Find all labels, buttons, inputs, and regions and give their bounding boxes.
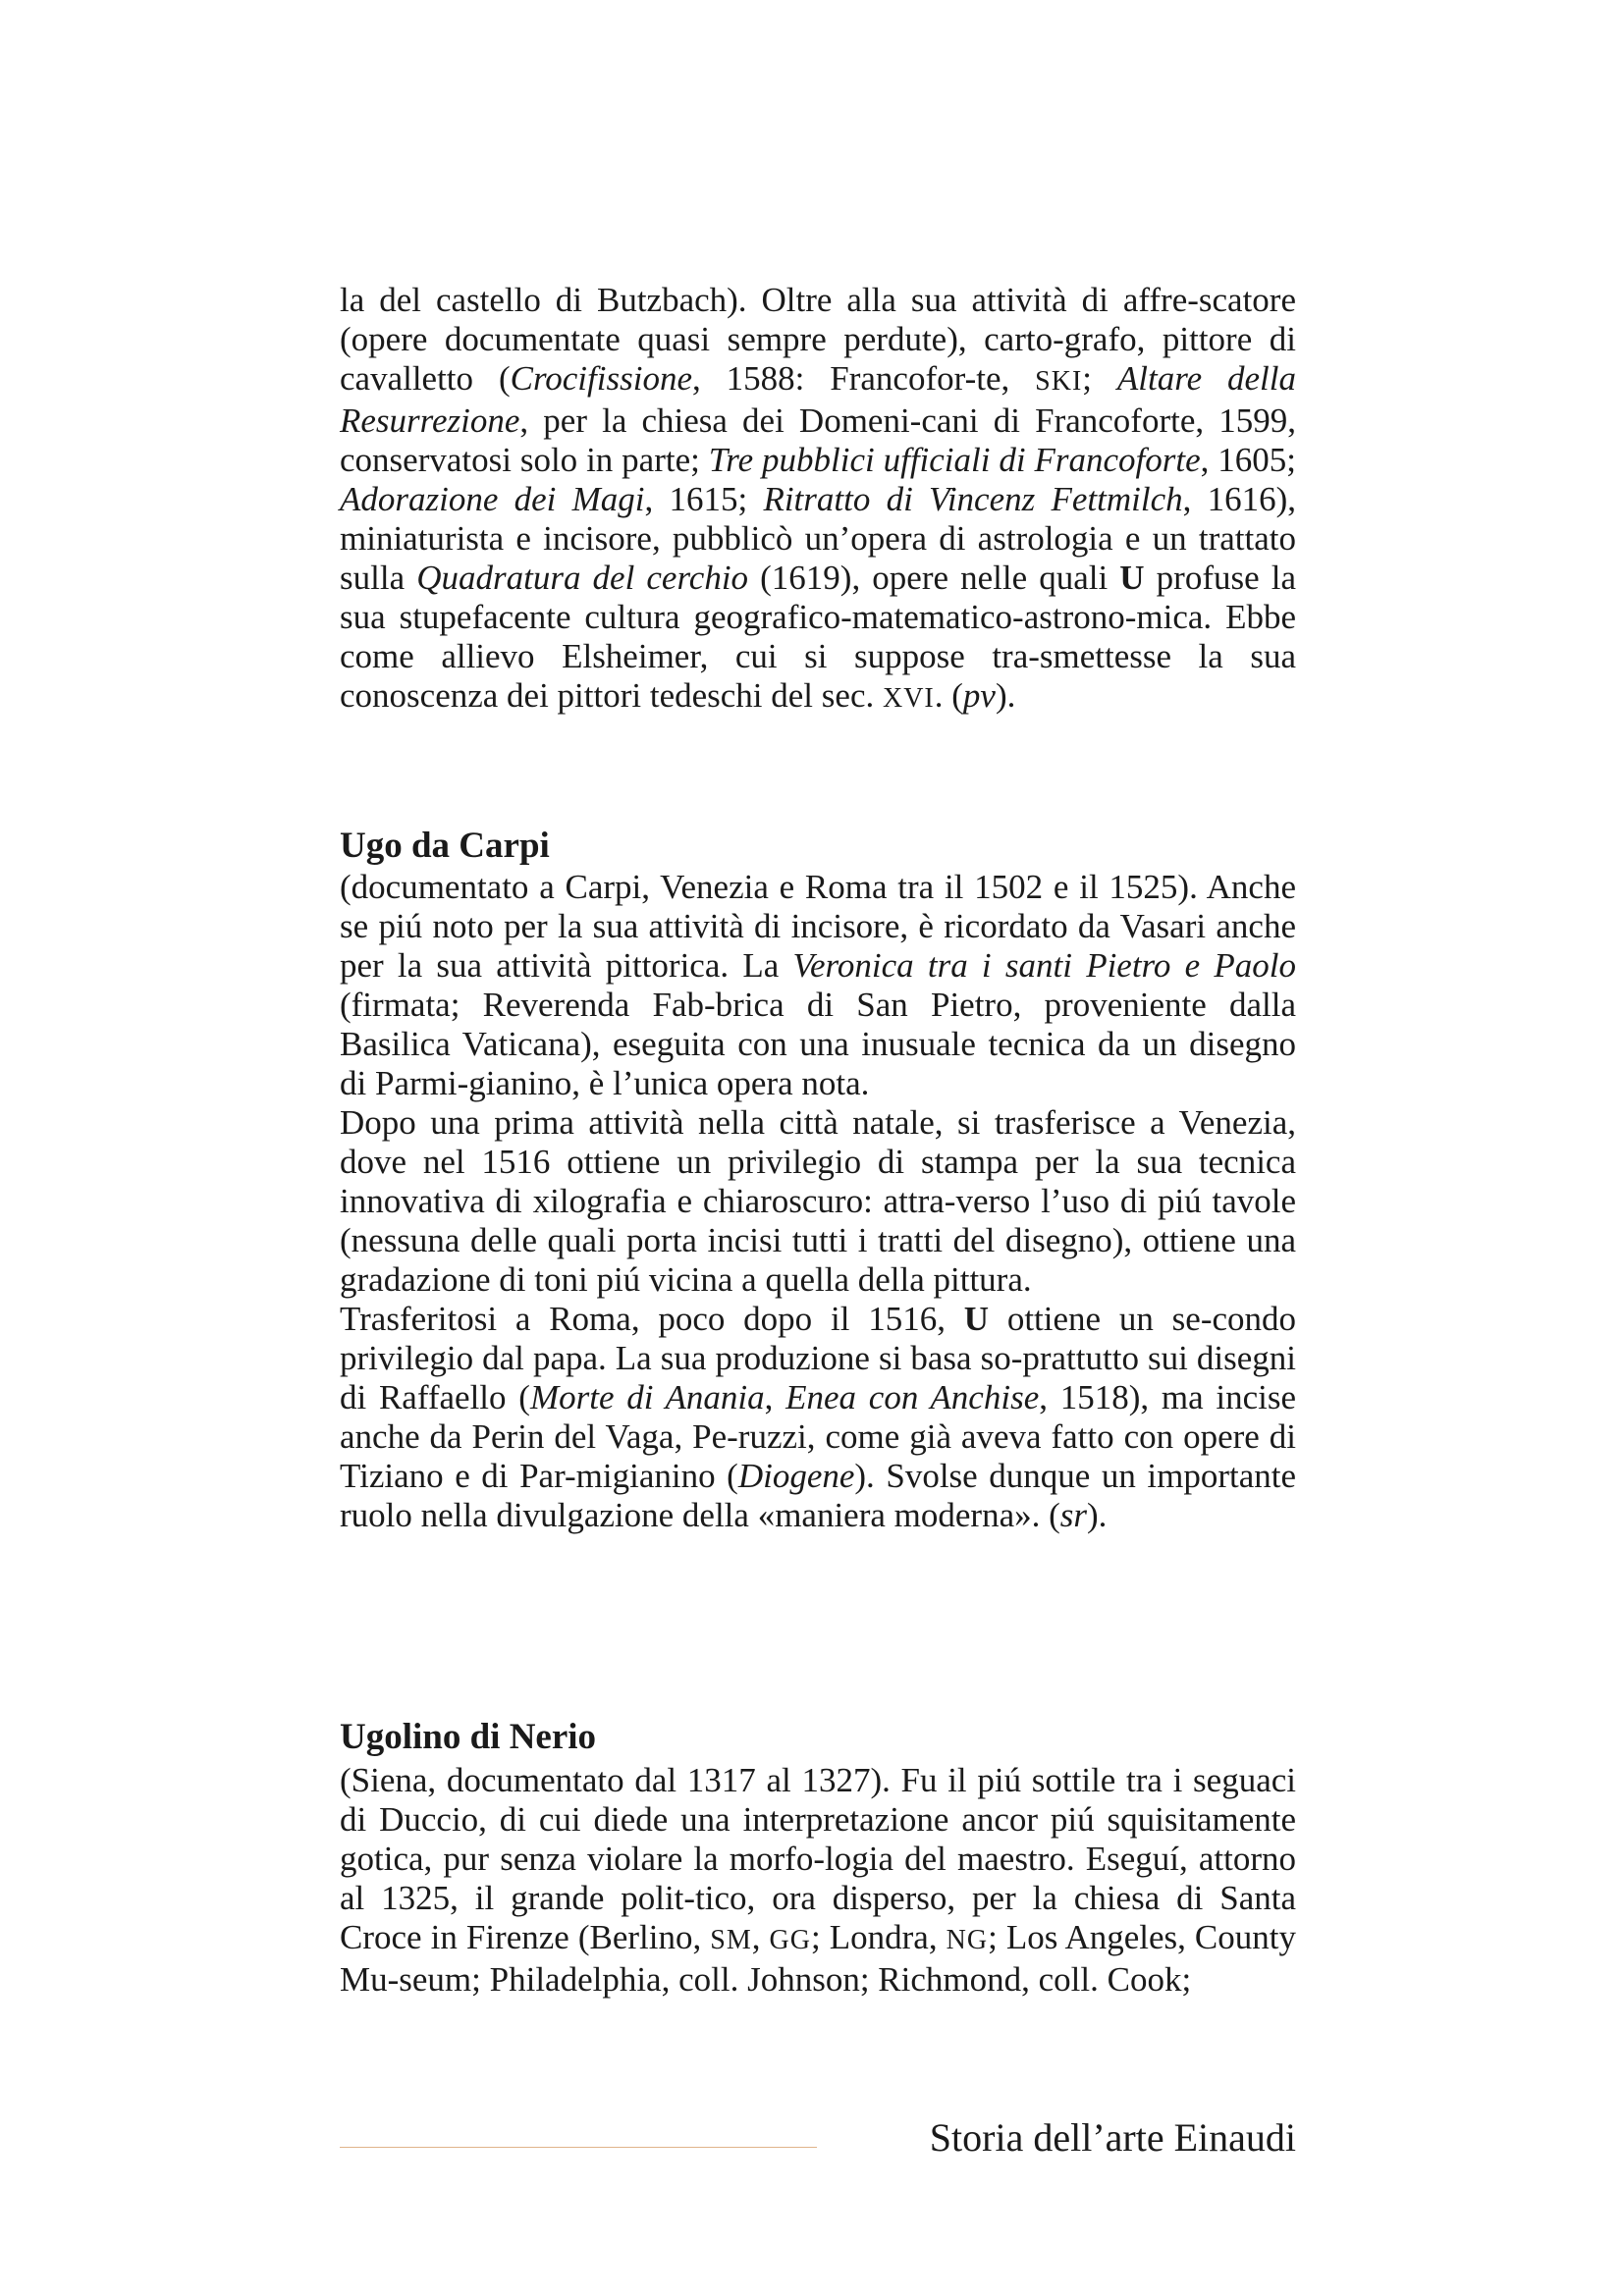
text-run: Tre pubblici ufficiali di Francoforte — [708, 441, 1201, 479]
footer-rule — [340, 2147, 817, 2148]
text-run: , 1588: Francofor-te, — [691, 359, 1036, 398]
text-run: Morte di Anania — [529, 1378, 765, 1416]
text-run: , — [764, 1378, 786, 1416]
text-run: (Siena, documentato dal 1317 al 1327). Fu il piú sottile tra i seguaci di Duccio, di cui diede una interpretazione ancor piú squisitamente gotica, pur senza violare la morfo-logia del maestro. Eseguí, attorno al 1325, il grande polit-tico, ora disperso, per la chiesa di Santa Croce in Firenze (Berlino, — [340, 1761, 1296, 1956]
entry-heading-ugolino-di-nerio: Ugolino di Nerio — [340, 1717, 597, 1757]
text-run: Crocifissione — [510, 359, 692, 398]
text-run: ; Los Angeles, County Mu-seum; Philadelphia, coll. Johnson; Richmond, coll. Cook; — [340, 1918, 1296, 1999]
text-run: U — [1119, 559, 1145, 597]
text-run: SKI — [1035, 366, 1083, 397]
entry-body-ugolino-di-nerio — [340, 1761, 1296, 2000]
text-run: U — [963, 1300, 990, 1338]
text-run: Dopo una prima attività nella città natale, si trasferisce a Venezia, dove nel 1516 ottiene un privilegio di stampa per la sua tecnica innovativa di xilografia e chiaroscuro: attra-verso l’uso di piú tavole (nessuna delle quali porta incisi tutti i tratti del disegno), ottiene una gradazione di toni piú vicina a quella della pittura. — [340, 1103, 1296, 1299]
paragraph — [340, 1300, 1296, 1535]
text-run: . ( — [934, 676, 963, 715]
text-run: (documentato a Carpi, Venezia e Roma tra il 1502 e il 1525). Anche se piú noto per la sua attività di incisore, è ricordato da Vasari anche per la sua attività pittorica. La — [340, 868, 1296, 985]
text-run: (firmata; Reverenda Fab-brica di San Pietro, proveniente dalla Basilica Vaticana), eseguita con una inusuale tecnica da un disegno di Parmi-gianino, è l’unica opera nota. — [340, 986, 1296, 1102]
entry-heading-ugo-da-carpi: Ugo da Carpi — [340, 826, 550, 866]
paragraph — [340, 868, 1296, 1103]
text-run: , 1518), ma incise anche da Perin del Vaga, Pe-ruzzi, come già aveva fatto con opere di Tiziano e di Par-migianino ( — [340, 1378, 1296, 1495]
text-run: ; — [1082, 359, 1117, 398]
paragraph — [340, 1103, 1296, 1300]
text-run: la del castello di Butzbach). Oltre alla sua attività di affre-scatore (opere documentate quasi sempre perdute), carto-grafo, pittore di cavalletto ( — [340, 281, 1296, 398]
text-run: Quadratura del cerchio — [416, 559, 749, 597]
text-run: ). — [1087, 1496, 1108, 1534]
text-run: Ritratto di Vincenz Fettmilch — [763, 480, 1183, 518]
text-run: , — [751, 1918, 770, 1956]
text-run: profuse la sua stupefacente cultura geografico-matematico-astrono-mica. Ebbe come allievo Elsheimer, cui si suppose tra-smettesse la sua conoscenza dei pittori tedeschi del sec. — [340, 559, 1296, 715]
entry-body-ugo-da-carpi — [340, 868, 1296, 1535]
text-run: SM — [710, 1925, 752, 1955]
text-run: Altare della Resurrezione — [340, 359, 1296, 440]
text-run: Veronica tra i santi Pietro e Paolo — [792, 946, 1296, 985]
text-run: Trasferitosi a Roma, poco dopo il 1516, — [340, 1300, 964, 1338]
text-run: ). — [995, 676, 1016, 715]
text-run: , per la chiesa dei Domeni-cani di Francoforte, 1599, conservatosi solo in parte; — [340, 401, 1296, 479]
text-run: pv — [962, 676, 996, 715]
text-run: sr — [1059, 1496, 1088, 1534]
text-run: ). Svolse dunque un importante ruolo nella divulgazione della «maniera moderna». ( — [340, 1457, 1297, 1534]
text-run: ; Londra, — [811, 1918, 947, 1956]
text-run: , 1605; — [1200, 441, 1296, 479]
text-run: , 1615; — [644, 480, 764, 518]
paragraph — [340, 281, 1296, 719]
intro-text — [340, 281, 1296, 719]
footer-title: Storia dell’arte Einaudi — [929, 2115, 1296, 2160]
text-run: (1619), opere nelle quali — [748, 559, 1120, 597]
text-run: , 1616), miniaturista e incisore, pubblicò un’opera di astrologia e un trattato sulla — [340, 480, 1297, 597]
text-run: NG — [946, 1925, 989, 1955]
text-run: Enea con Anchise — [785, 1378, 1040, 1416]
text-run: ottiene un se-condo privilegio dal papa. La sua produzione si basa so-prattutto sui disegni di Raffaello ( — [340, 1300, 1297, 1416]
text-run: Adorazione dei Magi — [340, 480, 645, 518]
text-run: Diogene — [737, 1457, 855, 1495]
paragraph — [340, 1761, 1296, 2000]
text-run: XVI — [882, 683, 935, 714]
text-run: GG — [769, 1925, 811, 1955]
